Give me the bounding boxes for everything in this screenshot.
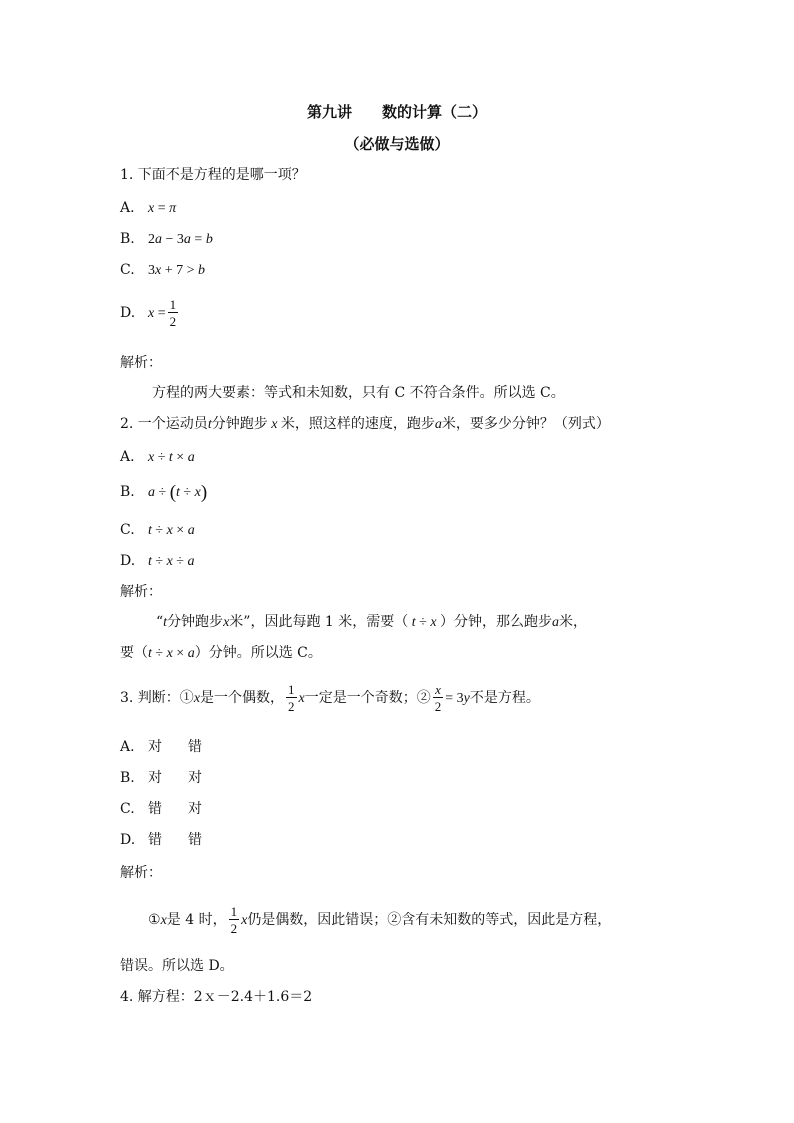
q3-option-b: B. 对 对 (120, 770, 202, 786)
q2-option-b: B. a ÷ (t ÷ x) (120, 482, 208, 503)
q3-jiexi-label: 解析： (120, 865, 162, 881)
fraction-x-over-two: $\frac{x}{2}$ (434, 682, 442, 714)
q2-option-c: C. t ÷ x × a (120, 522, 195, 538)
q3-stem: 3. 判断：①x是一个偶数， $\frac{1}{2}$ x一定是一个奇数；② $\frac{x}{2}$ = 3y不是方程。 (120, 682, 540, 714)
q4-stem: 4. 解方程：2ｘ－2.4＋1.6＝2 (120, 989, 313, 1005)
fraction-one-half: $\frac{1}{2}$ (230, 904, 238, 936)
q1-answer: 方程的两大要素：等式和未知数，只有 C 不符合条件。所以选 C。 (152, 385, 565, 401)
q1-jiexi-label: 解析： (120, 355, 162, 371)
q2-answer-line2: 要（t ÷ x × a）分钟。所以选 C。 (120, 645, 322, 661)
lecture-number: 第九讲 (306, 103, 352, 121)
q3-answer-line2: 错误。所以选 D。 (120, 958, 234, 974)
q2-option-a: A. x ÷ t × a (120, 449, 195, 465)
q1-stem: 1. 下面不是方程的是哪一项？ (120, 167, 306, 183)
q1-option-c: C. 3x + 7 > b (120, 262, 206, 278)
q2-answer-line1: “t分钟跑步x米”，因此每跑 1 米，需要（ t ÷ x ）分钟，那么跑步a米， (156, 614, 588, 630)
q1-option-d: D. x = $\frac{1}{2}$ (120, 297, 177, 329)
q2-stem: 2. 一个运动员t分钟跑步 x 米，照这样的速度，跑步a米，要多少分钟？（列式） (120, 416, 610, 432)
q1-option-b: B. 2a − 3a = b (120, 231, 213, 247)
page-title (0, 102, 794, 122)
q3-answer-line1: ①x是 4 时， $\frac{1}{2}$ x仍是偶数，因此错误；②含有未知数的等式，因此是方程， (148, 904, 612, 936)
q2-jiexi-label: 解析： (120, 584, 162, 600)
fraction-one-half: $\frac{1}{2}$ (288, 682, 295, 714)
page-subtitle: （必做与选做） (344, 135, 450, 153)
q3-option-c: C. 错 对 (120, 801, 202, 817)
fraction-one-half: $\frac{1}{2}$ (169, 297, 177, 329)
q3-option-a: A. 对 错 (120, 739, 202, 755)
lecture-topic: 数的计算（二） (382, 103, 488, 121)
q2-option-d: D. t ÷ x ÷ a (120, 553, 195, 569)
q1-option-a: A. x = π (120, 200, 177, 216)
q3-option-d: D. 错 错 (120, 832, 202, 848)
